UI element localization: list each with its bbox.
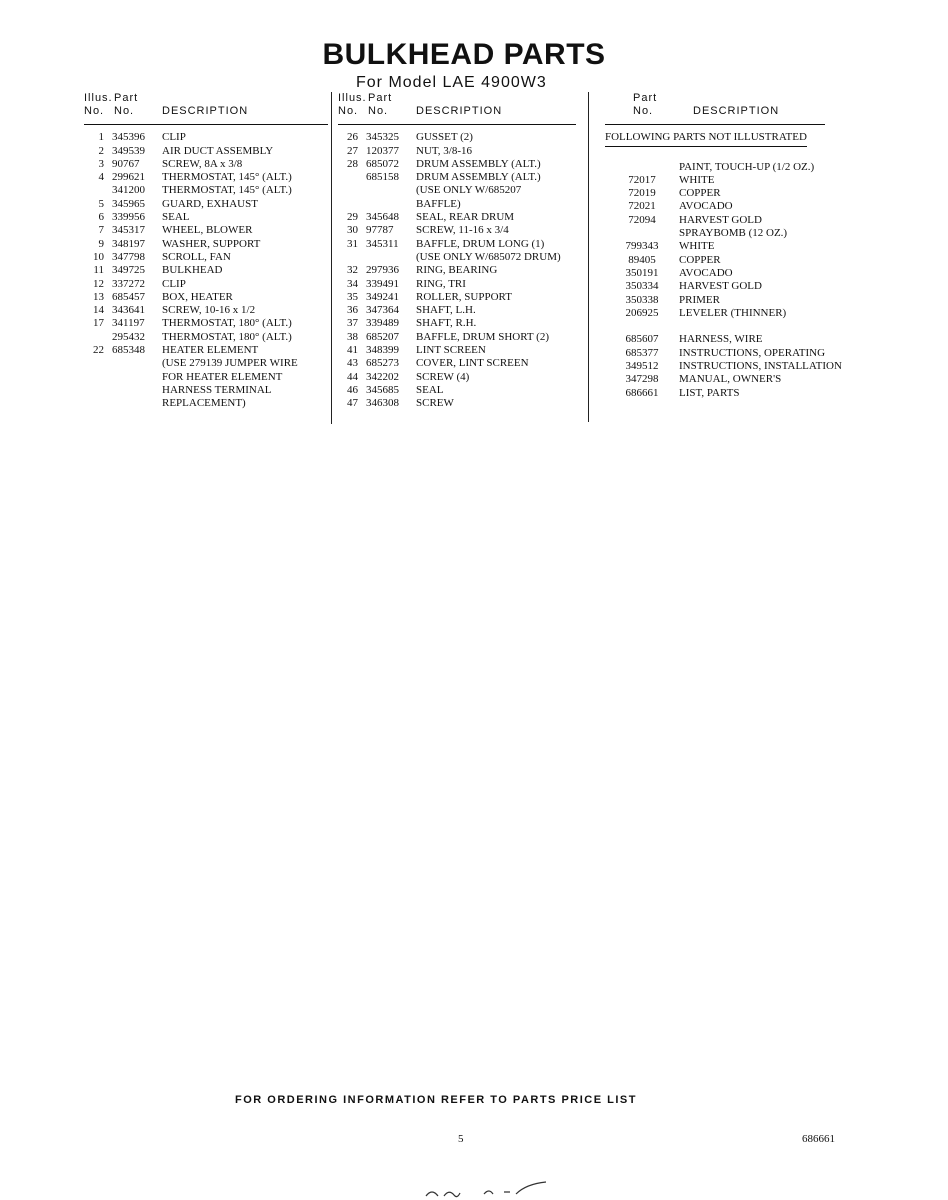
- part-description: BAFFLE, DRUM LONG (1): [416, 237, 545, 250]
- table-row: [84, 264, 328, 277]
- part-number: 345648: [366, 211, 399, 224]
- table-row: [338, 357, 576, 370]
- table-row: [338, 397, 576, 410]
- table-row: [338, 238, 576, 251]
- part-description: MANUAL, OWNER'S: [679, 373, 782, 386]
- illus-number: 34: [347, 277, 358, 290]
- part-number: [112, 357, 162, 370]
- part-description: HEATER ELEMENT: [162, 344, 259, 357]
- table-row: [84, 371, 328, 384]
- part-number: [366, 251, 416, 264]
- illus-number: [84, 371, 112, 384]
- part-number: 341197: [112, 317, 145, 330]
- part-number: 345685: [366, 383, 399, 396]
- part-number: 347364: [366, 304, 399, 317]
- table-row: [84, 198, 328, 211]
- table-row: [605, 227, 855, 240]
- illus-number: [338, 171, 366, 184]
- table-row: [84, 251, 328, 264]
- part-number: 349725: [112, 264, 145, 277]
- part-description: FOR HEATER ELEMENT: [162, 370, 283, 383]
- illus-number: [84, 331, 112, 344]
- illus-number: 4: [98, 171, 104, 184]
- table-row: [84, 357, 328, 370]
- part-number: 345311: [366, 237, 399, 250]
- illus-number: 38: [347, 330, 358, 343]
- part-number: 348399: [366, 344, 399, 357]
- table-body: [84, 131, 328, 410]
- table-row: [605, 267, 855, 280]
- part-number: 72019: [628, 187, 656, 200]
- page-title: BULKHEAD PARTS: [322, 38, 606, 71]
- handwritten-mark: [424, 1178, 554, 1200]
- header-illus: Illus.: [338, 92, 367, 104]
- part-number: 90767: [112, 157, 140, 170]
- table-row: [338, 317, 576, 330]
- part-description: SCREW (4): [416, 370, 470, 383]
- table-row: [605, 294, 855, 307]
- illus-number: [338, 198, 366, 211]
- header-part: Part: [114, 92, 139, 104]
- not-illustrated-heading: FOLLOWING PARTS NOT ILLUSTRATED: [605, 131, 807, 146]
- part-number: 349241: [366, 290, 399, 303]
- table-row: [84, 131, 328, 144]
- part-description: WHITE: [679, 173, 715, 186]
- table-row: [338, 198, 576, 211]
- part-description: LEVELER (THINNER): [679, 306, 787, 319]
- part-description: GUSSET (2): [416, 131, 473, 144]
- illus-number: 12: [93, 277, 104, 290]
- part-description: RING, TRI: [416, 277, 466, 290]
- table-header-top: [338, 92, 576, 105]
- part-description: PAINT, TOUCH-UP (1/2 OZ.): [679, 160, 815, 173]
- illus-number: 17: [93, 317, 104, 330]
- row-gap: [605, 320, 855, 333]
- table-row: [338, 264, 576, 277]
- table-row: [605, 214, 855, 227]
- part-description: WHEEL, BLOWER: [162, 224, 253, 237]
- part-number: 348197: [112, 237, 145, 250]
- part-description: SCROLL, FAN: [162, 250, 231, 263]
- table-row: [338, 371, 576, 384]
- table-row: [84, 158, 328, 171]
- illus-number: 9: [98, 237, 104, 250]
- table-row: [338, 131, 576, 144]
- illus-number: [338, 184, 366, 197]
- illus-number: 36: [347, 304, 358, 317]
- part-number: 349539: [112, 144, 145, 157]
- part-number: 339489: [366, 317, 399, 330]
- header-no-part: No.: [368, 105, 389, 118]
- illus-number: 28: [347, 157, 358, 170]
- part-number: [112, 371, 162, 384]
- parts-table-right: [605, 92, 855, 400]
- part-description: INSTRUCTIONS, INSTALLATION: [679, 360, 842, 373]
- header-no-part: No.: [633, 105, 654, 118]
- part-description: SHAFT, L.H.: [416, 304, 476, 317]
- part-description: THERMOSTAT, 180° (ALT.): [162, 330, 292, 343]
- table-row: [605, 333, 855, 346]
- part-description: REPLACEMENT): [162, 397, 246, 410]
- part-description: SCREW, 11-16 x 3/4: [416, 224, 509, 237]
- table-row: [605, 347, 855, 360]
- table-header-bottom: [84, 105, 328, 125]
- part-number: 685348: [112, 344, 145, 357]
- part-description: CLIP: [162, 131, 186, 144]
- part-description: COVER, LINT SCREEN: [416, 357, 529, 370]
- part-number: 686661: [625, 386, 659, 399]
- part-number: [112, 384, 162, 397]
- part-number: 347798: [112, 250, 145, 263]
- illus-number: 1: [98, 131, 104, 144]
- table-row: [84, 184, 328, 197]
- part-description: BOX, HEATER: [162, 290, 233, 303]
- part-number: 120377: [366, 144, 399, 157]
- part-description: BAFFLE): [416, 197, 461, 210]
- part-description: BAFFLE, DRUM SHORT (2): [416, 330, 549, 343]
- part-description: GUARD, EXHAUST: [162, 197, 258, 210]
- part-description: SHAFT, R.H.: [416, 317, 477, 330]
- table-row: [84, 224, 328, 237]
- part-description: (USE 279139 JUMPER WIRE: [162, 357, 298, 370]
- part-description: HARVEST GOLD: [679, 280, 762, 293]
- part-description: SEAL: [416, 383, 444, 396]
- table-row: [84, 317, 328, 330]
- part-number: [366, 198, 416, 211]
- part-number: 685607: [625, 333, 659, 346]
- table-row: [605, 280, 855, 293]
- part-number: 299621: [112, 171, 145, 184]
- part-description: AVOCADO: [679, 266, 733, 279]
- part-number: 206925: [625, 306, 659, 319]
- part-description: SEAL: [162, 211, 190, 224]
- table-row: [84, 384, 328, 397]
- table-row: [605, 387, 855, 400]
- illus-number: 6: [98, 211, 104, 224]
- table-row: [84, 171, 328, 184]
- column-divider-left: [331, 92, 332, 424]
- part-description: SCREW, 10-16 x 1/2: [162, 304, 256, 317]
- part-description: AIR DUCT ASSEMBLY: [162, 144, 274, 157]
- illus-number: 47: [347, 397, 358, 410]
- illus-number: 32: [347, 264, 358, 277]
- part-description: SCREW, 8A x 3/8: [162, 157, 243, 170]
- part-number: 685072: [366, 157, 399, 170]
- illus-number: 44: [347, 370, 358, 383]
- illus-number: 3: [98, 157, 104, 170]
- ordering-footer: FOR ORDERING INFORMATION REFER TO PARTS PRICE LIST: [235, 1094, 637, 1106]
- illus-number: 29: [347, 211, 358, 224]
- table-row: [338, 224, 576, 237]
- part-description: WASHER, SUPPORT: [162, 237, 261, 250]
- part-number: 72021: [628, 200, 656, 213]
- table-row: [338, 158, 576, 171]
- illus-number: [84, 357, 112, 370]
- part-number: 343641: [112, 304, 145, 317]
- part-description: WHITE: [679, 240, 715, 253]
- table-row: [605, 373, 855, 386]
- part-number: 349512: [625, 360, 659, 373]
- header-no-illus: No.: [84, 105, 105, 118]
- parts-table-left: [84, 92, 328, 411]
- part-description: HARNESS, WIRE: [679, 333, 763, 346]
- table-row: [338, 331, 576, 344]
- illus-number: 7: [98, 224, 104, 237]
- illus-number: 13: [93, 290, 104, 303]
- part-number: 799343: [625, 240, 659, 253]
- header-description: DESCRIPTION: [162, 105, 249, 118]
- table-row: [84, 397, 328, 410]
- part-number: 350334: [625, 280, 659, 293]
- part-description: SPRAYBOMB (12 OZ.): [679, 227, 788, 240]
- part-number: [605, 161, 679, 174]
- part-number: 72017: [628, 173, 656, 186]
- part-description: HARNESS TERMINAL: [162, 383, 272, 396]
- table-row: [84, 344, 328, 357]
- header-no-part: No.: [114, 105, 135, 118]
- part-number: 350338: [625, 293, 659, 306]
- part-description: DRUM ASSEMBLY (ALT.): [416, 171, 541, 184]
- table-header-top: [605, 92, 855, 105]
- illus-number: 37: [347, 317, 358, 330]
- parts-table-middle: [338, 92, 576, 411]
- part-description: DRUM ASSEMBLY (ALT.): [416, 157, 541, 170]
- part-number: [366, 184, 416, 197]
- part-description: CLIP: [162, 277, 186, 290]
- header-part: Part: [633, 92, 658, 104]
- table-row: [84, 145, 328, 158]
- part-number: 297936: [366, 264, 399, 277]
- part-number: 89405: [628, 253, 656, 266]
- part-description: COPPER: [679, 187, 721, 200]
- table-body: [338, 131, 576, 410]
- table-row: [338, 384, 576, 397]
- part-description: THERMOSTAT, 145° (ALT.): [162, 171, 292, 184]
- table-row: [605, 254, 855, 267]
- part-number: 339956: [112, 211, 145, 224]
- part-number: 685158: [366, 171, 399, 184]
- part-description: (USE ONLY W/685207: [416, 184, 522, 197]
- illus-number: 35: [347, 290, 358, 303]
- part-number: 685207: [366, 330, 399, 343]
- table-row: [338, 251, 576, 264]
- illus-number: 5: [98, 197, 104, 210]
- illus-number: [338, 251, 366, 264]
- part-description: HARVEST GOLD: [679, 213, 762, 226]
- table-row: [605, 240, 855, 253]
- part-description: (USE ONLY W/685072 DRUM): [416, 250, 561, 263]
- illus-number: 27: [347, 144, 358, 157]
- part-number: 685273: [366, 357, 399, 370]
- part-number: 345317: [112, 224, 145, 237]
- table-row: [338, 145, 576, 158]
- part-description: THERMOSTAT, 145° (ALT.): [162, 184, 292, 197]
- table-row: [338, 184, 576, 197]
- illus-number: 46: [347, 383, 358, 396]
- illus-number: 11: [93, 264, 104, 277]
- part-description: NUT, 3/8-16: [416, 144, 473, 157]
- part-description: BULKHEAD: [162, 264, 223, 277]
- part-number: [605, 227, 679, 240]
- part-description: COPPER: [679, 253, 721, 266]
- illus-number: 41: [347, 344, 358, 357]
- part-number: 97787: [366, 224, 394, 237]
- table-row: [338, 291, 576, 304]
- part-number: 346308: [366, 397, 399, 410]
- part-number: 337272: [112, 277, 145, 290]
- part-number: 685377: [625, 346, 659, 359]
- header-no-illus: No.: [338, 105, 359, 118]
- illus-number: 14: [93, 304, 104, 317]
- table-header-bottom: [338, 105, 576, 125]
- illus-number: 30: [347, 224, 358, 237]
- part-number: 345396: [112, 131, 145, 144]
- header-description: DESCRIPTION: [416, 105, 503, 118]
- table-row: [338, 344, 576, 357]
- part-number: 345965: [112, 197, 145, 210]
- illus-number: 31: [347, 237, 358, 250]
- illus-number: 10: [93, 250, 104, 263]
- table-row: [84, 291, 328, 304]
- part-description: ROLLER, SUPPORT: [416, 290, 512, 303]
- part-number: 339491: [366, 277, 399, 290]
- illus-number: [84, 397, 112, 410]
- part-description: INSTRUCTIONS, OPERATING: [679, 346, 826, 359]
- header-part: Part: [368, 92, 393, 104]
- part-number: 345325: [366, 131, 399, 144]
- part-description: LINT SCREEN: [416, 344, 486, 357]
- table-body-supplies: [605, 161, 855, 321]
- table-row: [84, 331, 328, 344]
- table-row: [605, 161, 855, 174]
- part-description: THERMOSTAT, 180° (ALT.): [162, 317, 292, 330]
- illus-number: 43: [347, 357, 358, 370]
- header-description: DESCRIPTION: [693, 105, 780, 118]
- table-header-top: [84, 92, 328, 105]
- table-row: [605, 307, 855, 320]
- illus-number: [84, 184, 112, 197]
- table-row: [338, 171, 576, 184]
- part-description: PRIMER: [679, 293, 720, 306]
- table-row: [605, 174, 855, 187]
- table-row: [605, 360, 855, 373]
- table-row: [84, 211, 328, 224]
- illus-number: 26: [347, 131, 358, 144]
- table-row: [84, 278, 328, 291]
- table-body-literature: [605, 333, 855, 399]
- part-number: 685457: [112, 290, 145, 303]
- table-row: [338, 211, 576, 224]
- table-header-bottom: [605, 105, 825, 125]
- part-number: [112, 397, 162, 410]
- document-number: 686661: [802, 1133, 835, 1145]
- model-subtitle: For Model LAE 4900W3: [356, 74, 547, 91]
- part-description: AVOCADO: [679, 200, 733, 213]
- table-row: [605, 187, 855, 200]
- table-row: [84, 238, 328, 251]
- part-number: 342202: [366, 370, 399, 383]
- illus-number: 22: [93, 344, 104, 357]
- part-description: SEAL, REAR DRUM: [416, 211, 515, 224]
- part-number: 341200: [112, 184, 145, 197]
- part-number: 295432: [112, 330, 145, 343]
- header-illus: Illus.: [84, 92, 113, 104]
- table-row: [605, 200, 855, 213]
- part-number: 350191: [625, 266, 659, 279]
- part-number: 347298: [625, 373, 659, 386]
- table-row: [338, 304, 576, 317]
- column-divider-right: [588, 92, 589, 422]
- table-row: [84, 304, 328, 317]
- table-row: [338, 278, 576, 291]
- part-number: 72094: [628, 213, 656, 226]
- illus-number: [84, 384, 112, 397]
- page-number: 5: [458, 1133, 464, 1145]
- part-description: SCREW: [416, 397, 454, 410]
- illus-number: 2: [98, 144, 104, 157]
- part-description: LIST, PARTS: [679, 386, 740, 399]
- part-description: RING, BEARING: [416, 264, 498, 277]
